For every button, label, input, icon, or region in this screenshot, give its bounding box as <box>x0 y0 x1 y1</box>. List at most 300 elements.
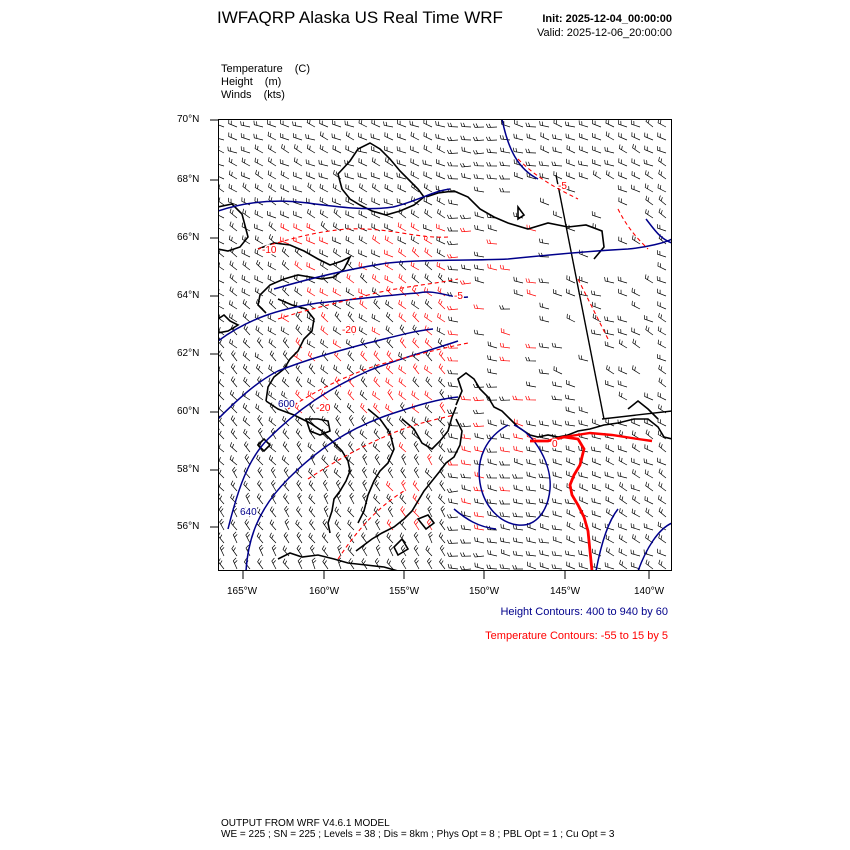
wind-barb <box>321 300 328 309</box>
wind-barb <box>346 249 354 257</box>
wind-barb <box>462 265 472 271</box>
wind-barb <box>514 446 523 452</box>
wind-barb <box>448 357 458 361</box>
lat-tick-label: 64°N <box>177 290 200 301</box>
wind-barb <box>359 133 367 140</box>
wind-barb <box>384 121 394 127</box>
wind-barb <box>358 173 367 179</box>
wind-barb <box>620 482 627 491</box>
wind-barb <box>475 537 484 543</box>
temperature-label: -10 <box>262 245 277 256</box>
wind-barb <box>333 339 341 348</box>
wind-barb <box>580 146 588 153</box>
wind-barb <box>333 237 341 244</box>
wind-barb <box>500 447 510 452</box>
height-label: 640 <box>240 507 257 518</box>
wind-barb <box>513 499 523 505</box>
wind-barb <box>554 366 562 374</box>
wind-barb <box>488 485 497 492</box>
wind-barb <box>231 520 237 530</box>
wind-barb <box>447 215 458 219</box>
wind-barb <box>488 355 498 361</box>
wind-barb <box>440 480 445 491</box>
wind-barb <box>241 146 250 153</box>
wind-barb <box>425 403 432 413</box>
wind-barb <box>324 506 328 517</box>
wind-barb <box>474 174 484 179</box>
wind-barb <box>658 184 666 192</box>
wind-barb <box>659 313 666 322</box>
wind-barb <box>244 429 250 439</box>
wind-barb <box>310 428 315 439</box>
wind-barb <box>526 357 536 361</box>
wind-barb <box>449 498 459 504</box>
wind-barb <box>321 312 328 322</box>
wind-barb <box>424 132 432 140</box>
wind-barb <box>440 545 445 556</box>
wind-barb <box>348 351 354 361</box>
wind-barb <box>376 545 380 556</box>
wind-barb <box>229 171 237 180</box>
wind-barb <box>280 133 289 140</box>
wind-barb <box>386 326 393 335</box>
wind-barb <box>346 145 354 153</box>
wind-barb <box>645 444 653 452</box>
wind-barb <box>631 523 640 530</box>
wind-barb <box>387 494 393 504</box>
wind-barb <box>552 162 562 166</box>
wind-barb <box>500 162 510 166</box>
wind-barb <box>243 312 250 322</box>
wind-barb <box>475 563 484 569</box>
wind-barb <box>307 340 315 348</box>
wind-barb <box>332 120 341 127</box>
wind-barb <box>579 355 588 361</box>
wind-barb <box>348 390 354 400</box>
wind-barb <box>448 382 458 387</box>
wind-barb <box>320 131 328 140</box>
wind-barb <box>310 520 316 531</box>
wind-barb <box>386 378 393 387</box>
wind-barb <box>332 160 341 166</box>
wind-barb <box>243 261 250 270</box>
wind-barb <box>346 210 354 218</box>
wind-barb <box>399 365 406 374</box>
wind-barb <box>438 209 446 218</box>
wind-barb <box>268 132 276 140</box>
wind-barb <box>321 326 328 335</box>
wind-barb <box>592 510 601 517</box>
wind-barb <box>309 364 315 374</box>
wind-barb <box>374 494 380 504</box>
wind-barb <box>259 545 263 556</box>
wind-barb <box>388 506 393 517</box>
wind-barb <box>243 209 250 218</box>
wind-barb <box>297 480 302 491</box>
wind-barb <box>657 354 666 361</box>
wind-barb <box>372 314 380 322</box>
field-temperature: Temperature (C) <box>221 63 311 75</box>
wind-barb <box>618 185 627 192</box>
wind-barb <box>552 525 562 530</box>
wind-barb <box>425 338 432 348</box>
lat-tick-label: 56°N <box>177 521 200 532</box>
wind-barb <box>580 483 588 491</box>
wind-barb <box>473 137 484 141</box>
wind-barb <box>229 300 237 309</box>
wind-barb <box>658 289 666 296</box>
wind-barb <box>424 197 432 205</box>
wind-barb <box>271 467 276 478</box>
wind-barb <box>646 482 653 491</box>
wind-barb <box>384 198 393 205</box>
wind-barb <box>439 351 445 361</box>
wind-barb <box>619 548 627 556</box>
wind-barb <box>437 249 445 258</box>
wind-barb <box>388 389 393 400</box>
wind-barb <box>657 250 666 257</box>
wind-barb <box>413 494 419 504</box>
wind-barb <box>567 562 575 569</box>
wind-barb <box>631 120 640 127</box>
wind-barb <box>230 390 237 400</box>
wind-barb <box>258 481 264 492</box>
wind-barb <box>254 134 263 140</box>
wind-barb <box>514 134 523 140</box>
wind-barb <box>232 545 237 556</box>
wind-barb <box>659 196 666 206</box>
wind-barb <box>229 158 237 166</box>
wind-barb <box>501 420 510 426</box>
plot-title: IWFAQRP Alaska US Real Time WRF <box>217 8 503 27</box>
wind-barb <box>552 551 562 556</box>
wind-barb <box>447 514 458 518</box>
wind-barb <box>281 223 289 231</box>
wind-barb <box>528 562 536 569</box>
wind-barb <box>375 454 380 465</box>
wind-barb <box>256 170 263 179</box>
wind-barb <box>362 558 367 569</box>
wind-barb <box>230 209 237 219</box>
wind-barb <box>619 197 627 205</box>
wind-barb <box>244 377 250 387</box>
wind-barb <box>553 134 563 140</box>
wind-barb <box>447 306 458 310</box>
wind-barb <box>375 480 380 491</box>
wind-barb <box>566 380 575 387</box>
wind-barb <box>413 325 419 335</box>
wind-barb <box>280 159 289 166</box>
wind-barb <box>374 377 380 387</box>
wind-barb <box>347 364 354 374</box>
wind-barb <box>359 197 367 205</box>
wind-barb <box>296 377 302 387</box>
wind-barb <box>593 120 601 127</box>
wind-barb <box>389 545 393 556</box>
wind-barb <box>437 262 445 270</box>
wind-barb <box>527 472 536 478</box>
wind-barb <box>411 209 419 218</box>
wind-barb <box>605 562 614 569</box>
wind-barb <box>658 495 666 504</box>
wind-barb <box>448 175 458 179</box>
wind-barb <box>257 338 263 349</box>
wind-barb <box>460 228 471 232</box>
wind-barb <box>526 512 536 517</box>
wind-barb <box>448 330 458 335</box>
wind-barb <box>436 134 445 140</box>
wind-barb <box>372 327 380 335</box>
wind-barb <box>645 184 653 193</box>
wind-barb <box>415 558 419 569</box>
wind-barb <box>526 278 536 283</box>
wind-barb <box>334 365 341 374</box>
wind-barb <box>618 380 627 387</box>
wind-barb <box>335 520 341 530</box>
wind-barb <box>541 132 549 140</box>
wind-barb <box>439 442 445 452</box>
wind-barb <box>297 545 302 556</box>
wind-barb <box>401 558 406 569</box>
wind-barb <box>425 260 432 270</box>
wind-barb <box>268 314 276 322</box>
wind-barb <box>399 300 406 309</box>
wind-barb <box>425 313 432 322</box>
wind-barb <box>488 420 497 427</box>
wind-barb <box>386 404 393 413</box>
wind-barb <box>258 467 263 478</box>
wind-barb <box>592 484 601 491</box>
wind-barb <box>473 124 484 128</box>
wind-barb <box>473 423 484 427</box>
wind-barb <box>606 119 614 127</box>
wind-barb <box>321 221 328 231</box>
wind-barb <box>475 212 484 218</box>
wind-barb <box>231 377 237 388</box>
wind-barb <box>293 172 302 179</box>
wind-barb <box>461 525 471 530</box>
wind-barb <box>474 162 484 166</box>
wind-barb <box>373 442 380 452</box>
wind-barb <box>527 289 536 296</box>
wind-barb <box>360 390 367 400</box>
init-time: Init: 2025-12-04_00:00:00 <box>542 13 672 25</box>
wind-barb <box>460 280 471 284</box>
wind-barb <box>565 551 575 556</box>
wind-barb <box>385 236 393 245</box>
wind-barb <box>553 147 562 153</box>
wind-barb <box>402 480 406 491</box>
weather-map <box>218 119 672 571</box>
wind-barb <box>462 446 471 452</box>
wind-barb <box>540 562 549 569</box>
wind-barb <box>334 209 341 219</box>
wind-barb <box>448 461 459 465</box>
wind-barb <box>233 467 238 478</box>
wind-barb <box>374 507 380 517</box>
wind-barb <box>658 392 666 400</box>
wind-barb <box>423 160 432 166</box>
wind-barb <box>363 480 367 491</box>
wind-barb <box>256 391 263 400</box>
wind-barb <box>447 489 458 493</box>
temperature-label: 0 <box>552 439 558 450</box>
wind-barb <box>334 248 342 257</box>
wind-barb <box>412 286 419 296</box>
wind-barb <box>425 299 432 309</box>
wind-barb <box>270 533 276 543</box>
wind-barb <box>540 121 549 127</box>
wind-barb <box>346 132 354 141</box>
wind-barb <box>397 160 406 167</box>
wind-barb <box>514 485 523 491</box>
wind-barb <box>619 172 627 179</box>
wind-barb <box>500 265 510 270</box>
wind-barb <box>618 316 627 322</box>
lon-tick-label: 145°W <box>550 586 581 597</box>
wind-barb <box>658 133 666 141</box>
wind-barb <box>411 158 419 166</box>
wind-barb <box>282 144 290 153</box>
wind-barb <box>269 222 276 231</box>
wind-barb <box>333 198 341 205</box>
wind-barb <box>385 184 393 192</box>
wind-barb <box>487 474 497 478</box>
wind-barb <box>619 133 627 141</box>
wind-barb <box>619 237 627 244</box>
wind-barb <box>513 148 523 153</box>
wind-barb <box>359 236 367 245</box>
wind-barb <box>284 467 289 478</box>
wind-barb <box>645 146 653 153</box>
wind-barb <box>307 172 315 179</box>
wind-barb <box>514 458 523 465</box>
wind-barb <box>428 454 432 465</box>
wind-barb <box>336 532 341 543</box>
wind-barb <box>592 146 601 153</box>
wind-barb <box>437 197 445 205</box>
wind-barb <box>268 171 276 180</box>
wind-barb <box>592 159 601 166</box>
wind-barb <box>619 289 628 296</box>
wind-barb <box>399 313 406 322</box>
wind-barb <box>631 484 640 491</box>
wind-barb <box>255 353 263 362</box>
wind-barb <box>243 338 250 348</box>
wind-barb <box>359 327 367 336</box>
wind-barb <box>437 327 445 335</box>
wind-barb <box>501 549 510 556</box>
wind-barb <box>646 209 654 218</box>
wind-barb <box>412 247 419 257</box>
wind-barb <box>255 235 263 244</box>
wind-barb <box>554 171 562 179</box>
wind-barb <box>283 442 289 452</box>
wind-barb <box>646 119 653 127</box>
wind-barb <box>334 403 341 413</box>
wind-barb <box>294 211 303 218</box>
wind-barb <box>282 455 289 465</box>
lat-tick-marks <box>208 110 220 550</box>
wind-barb <box>540 303 549 309</box>
wind-barb <box>447 553 458 557</box>
wind-barb <box>242 275 250 283</box>
wind-barb <box>296 429 302 439</box>
wind-barb <box>387 481 394 491</box>
wind-barb <box>658 301 666 309</box>
wind-barb <box>579 420 588 426</box>
wind-barb <box>620 495 627 504</box>
wind-barb <box>283 429 289 439</box>
wind-barb <box>618 523 627 530</box>
wind-barb <box>294 144 302 153</box>
wind-barb <box>359 288 367 296</box>
wind-barb <box>359 224 367 231</box>
wind-barb <box>296 312 302 322</box>
wind-barb <box>659 469 666 478</box>
wind-barb <box>346 184 354 192</box>
wind-barb <box>255 224 264 231</box>
wind-barb <box>553 381 563 387</box>
wind-barb <box>500 188 510 192</box>
model-settings: WE = 225 ; SN = 225 ; Levels = 38 ; Dis = 8km ; Phys Opt = 8 ; PBL Opt = 1 ; Cu Opt = 3 <box>221 829 615 840</box>
wind-barb <box>310 545 315 556</box>
wind-barb <box>513 538 523 543</box>
wind-barb <box>425 274 432 283</box>
wind-barb <box>475 446 484 452</box>
wind-barb <box>231 481 237 491</box>
wind-barb <box>513 396 523 400</box>
wind-barb <box>448 123 458 127</box>
wind-barb <box>460 423 471 427</box>
wind-barb <box>527 537 536 543</box>
wind-barb <box>362 533 368 544</box>
wind-barb <box>308 378 315 387</box>
wind-barb <box>284 494 290 505</box>
wind-barb <box>401 506 406 517</box>
wind-barb <box>447 241 458 245</box>
wind-barb <box>659 534 666 543</box>
wind-barb <box>487 448 498 452</box>
wind-barb <box>296 390 302 400</box>
wind-barb <box>439 364 445 374</box>
wind-barb <box>500 461 511 465</box>
wind-barb <box>231 429 237 439</box>
wind-barb <box>385 250 393 257</box>
wind-barb <box>514 277 523 283</box>
wind-barb <box>258 415 263 426</box>
wind-barb <box>255 158 263 166</box>
wind-barb <box>488 225 497 232</box>
wind-barb <box>307 237 315 245</box>
wind-barb <box>348 533 354 544</box>
wind-barb <box>633 339 640 348</box>
wind-barb <box>320 120 328 128</box>
wind-barb <box>270 351 276 361</box>
wind-barb <box>233 532 237 543</box>
wind-barb <box>658 549 666 556</box>
wind-barb <box>293 133 302 140</box>
wind-barb <box>644 160 653 167</box>
wind-barb <box>645 496 653 504</box>
wind-barb <box>349 415 354 426</box>
wind-barb <box>619 457 627 465</box>
wind-barb <box>593 523 601 530</box>
wind-barb <box>553 536 562 543</box>
wind-barb <box>320 237 328 244</box>
wind-barb <box>578 161 588 166</box>
wind-barb <box>487 565 497 569</box>
